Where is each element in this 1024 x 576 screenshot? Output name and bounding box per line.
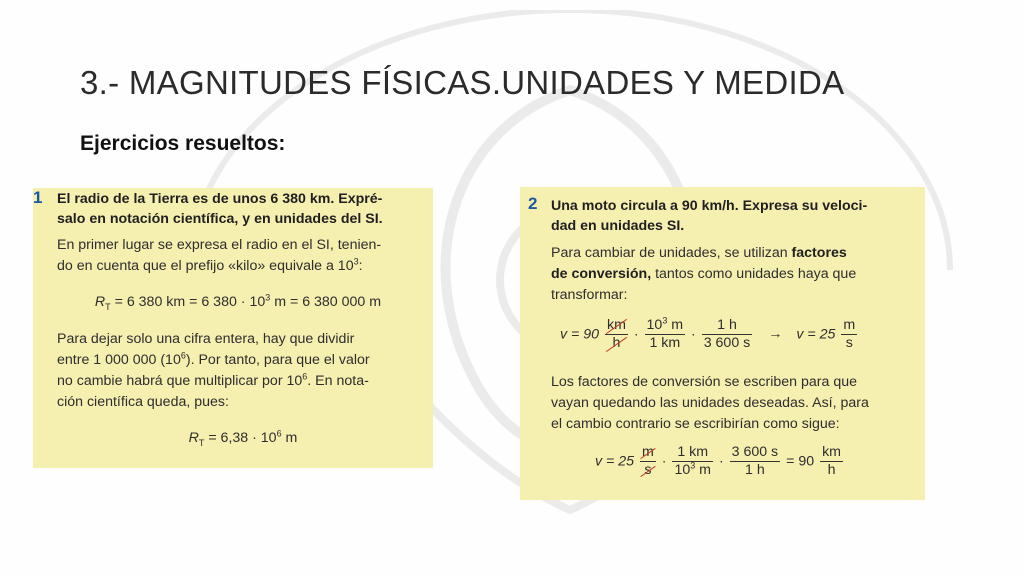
fraction: $\frac{1 km}{10^3 m}$ xyxy=(674,444,711,478)
exercise-2-paragraph-1-line-2: de conversión, tantos como unidades haya que xyxy=(551,266,857,282)
exercise-2-paragraph-2-line-1: Los factores de conversión se escriben para que xyxy=(551,374,858,390)
exercise-2-equation-2: v = 25 $\frac{m}{s}$ · $\frac{1 km}{10^3 m}$ · $\frac{3 600 s}{1 h}$ = 90 $\frac{km}{h}$ xyxy=(595,444,841,478)
exercise-2-paragraph-2-line-2: vayan quedando las unidades deseadas. Así, para xyxy=(551,395,869,411)
exercise-2-equation-1: v = 90 $\frac{km}{h}$ · $\frac{10^3 m}{1 km}$ · $\frac{1 h}{3 600 s}$ → v = 25 $\frac{m}{s}$ xyxy=(560,315,856,351)
exercise-1-equation-1: $R_T = 6$ 380 km = 6 $380 \cdot 10^3$ m = 6 380 000 m xyxy=(94,292,382,312)
fraction: $\frac{1 h}{3 600 s}$ xyxy=(703,317,751,351)
exercise-2-box xyxy=(520,187,925,500)
section-subtitle: Ejercicios resueltos: xyxy=(80,132,286,155)
exercise-1-paragraph-2-line-1: Para dejar solo una cifra entera, hay que dividir xyxy=(57,331,355,347)
fraction: $\frac{km}{h}$ xyxy=(607,317,626,351)
exercise-1-paragraph-2-line-2: entre 1 000 000 $(10^6)$. Por tanto, para que el valor xyxy=(57,350,370,368)
exercise-2-statement-line-1: Una moto circula a 90 km/h. Expresa su veloci- xyxy=(551,198,868,214)
page-title: 3.- MAGNITUDES FÍSICAS.UNIDADES Y MEDIDA xyxy=(80,64,845,101)
exercise-1-statement-line-1: El radio de la Tierra es de unos 6 380 km. Expré- xyxy=(57,191,383,207)
exercise-1-box xyxy=(33,188,433,468)
exercise-2-paragraph-2-line-3: el cambio contrario se escribirían como sigue: xyxy=(551,416,840,432)
exercise-1-paragraph-1-line-2: do en cuenta que el prefijo «kilo» equivale a $10^3$: xyxy=(57,256,363,274)
exercise-1-equation-2: $R_T = 6,38 \cdot 10^6$ m xyxy=(188,428,298,448)
exercise-1-number: 1 xyxy=(33,188,43,207)
exercise-2-paragraph-1-line-1: Para cambiar de unidades, se utilizan factores xyxy=(551,245,847,261)
fraction: $\frac{3 600 s}{1 h}$ xyxy=(731,444,779,478)
exercise-2-number: 2 xyxy=(528,194,538,213)
exercise-1-statement-line-2: salo en notación científica, y en unidades del SI. xyxy=(57,211,383,227)
fraction: $\frac{km}{h}$ xyxy=(822,444,841,478)
fraction: $\frac{m}{s}$ xyxy=(843,317,856,351)
exercise-2-statement-line-2: dad en unidades SI. xyxy=(551,218,685,234)
fraction: $\frac{10^3 m}{1 km}$ xyxy=(646,315,684,351)
fraction: $\frac{m}{s}$ xyxy=(642,444,654,478)
exercise-1-paragraph-2-line-4: ción científica queda, pues: xyxy=(57,394,229,410)
exercise-1-paragraph-2-line-3: no cambie habrá que multiplicar por $10^6$. En nota- xyxy=(57,371,369,389)
exercise-1-paragraph-1-line-1: En primer lugar se expresa el radio en el SI, tenien- xyxy=(57,237,382,253)
arrow-icon: → xyxy=(768,326,783,343)
exercise-2-paragraph-1-line-3: transformar: xyxy=(551,287,628,303)
